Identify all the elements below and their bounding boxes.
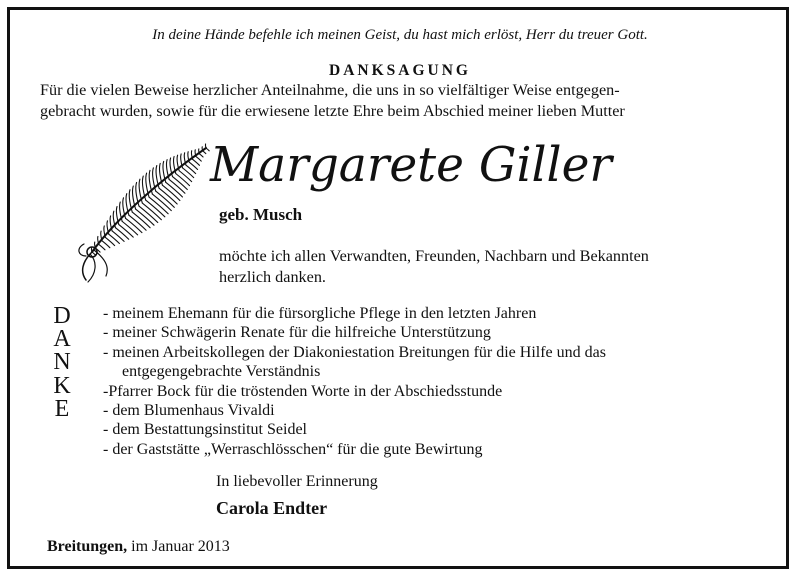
place-date	[47, 538, 230, 556]
closing-phrase: In liebevoller Erinnerung	[216, 473, 378, 490]
danke-letter: D	[53, 303, 71, 329]
danke-vertical	[48, 305, 76, 421]
thanks-paragraph	[219, 246, 757, 288]
motto-verse: In deine Hände befehle ich meinen Geist, du hast mich erlöst, Herr du treuer Gott.	[152, 27, 648, 43]
list-item: - meiner Schwägerin Renate für die hilfreiche Unterstützung	[103, 324, 491, 342]
maiden-name: geb. Musch	[219, 205, 303, 224]
signer-name: Carola Endter	[216, 498, 328, 518]
list-item-continuation: entgegengebrachte Verständnis	[122, 363, 321, 381]
list-item: - meinem Ehemann für die fürsorgliche Pflege in den letzten Jahren	[103, 305, 537, 322]
intro-paragraph	[40, 80, 764, 122]
danke-letter: K	[53, 372, 71, 399]
list-item: - der Gaststätte „Werraschlösschen“ für die gute Bewirtung	[103, 440, 483, 458]
danke-letter: N	[53, 349, 71, 376]
thanks-line: herzlich danken.	[219, 268, 326, 286]
date: im Januar 2013	[127, 538, 230, 555]
intro-line: Für die vielen Beweise herzlicher Anteilnahme, die uns in so vielfältiger Weise entgegen-	[40, 81, 620, 99]
notice-title: DANKSAGUNG	[329, 62, 471, 79]
thanks-list	[103, 304, 606, 459]
list-item: - meinen Arbeitskollegen der Diakoniestation Breitungen für die Hilfe und das	[103, 343, 606, 361]
place-name: Breitungen,	[47, 538, 128, 555]
deceased-name: Margarete Giller	[210, 137, 612, 193]
list-item: - dem Blumenhaus Vivaldi	[103, 402, 275, 420]
danke-letter: E	[54, 395, 70, 422]
danke-letter: A	[53, 326, 71, 353]
intro-line: gebracht wurden, sowie für die erwiesene letzte Ehre beim Abschied meiner lieben Mutter	[40, 102, 625, 120]
thanks-line: möchte ich allen Verwandten, Freunden, Nachbarn und Bekannten	[219, 247, 649, 265]
feather-icon	[70, 140, 220, 290]
list-item: -Pfarrer Bock für die tröstenden Worte in der Abschiedsstunde	[103, 382, 503, 400]
list-item: - dem Bestattungsinstitut Seidel	[103, 421, 307, 439]
